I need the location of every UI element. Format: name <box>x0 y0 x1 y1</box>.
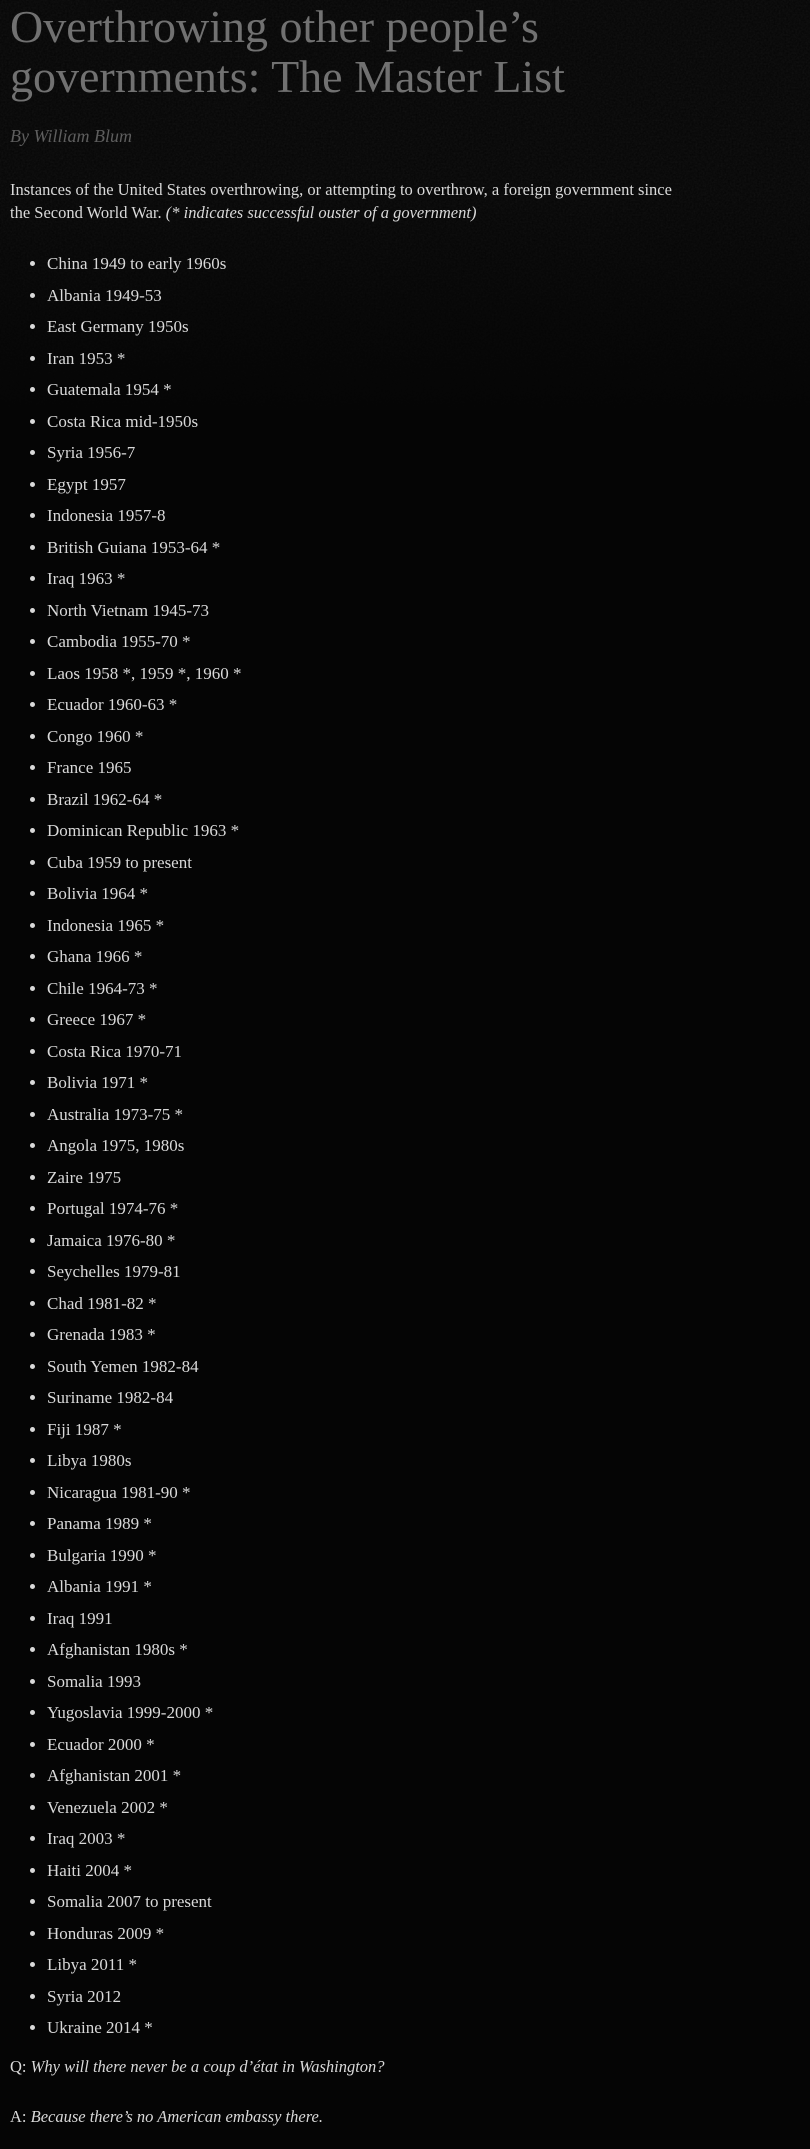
list-item: • Libya 1980s <box>47 1449 800 1472</box>
list-item: • Honduras 2009 * <box>47 1922 800 1945</box>
list-item: • Cambodia 1955-70 * <box>47 630 800 653</box>
list-item: • Yugoslavia 1999-2000 * <box>47 1701 800 1724</box>
list-item: • North Vietnam 1945-73 <box>47 599 800 622</box>
list-item: • Bolivia 1964 * <box>47 882 800 905</box>
intro-paragraph <box>10 178 800 224</box>
list-item: • South Yemen 1982-84 <box>47 1355 800 1378</box>
list-item: • Albania 1949-53 <box>47 284 800 307</box>
page-title-line-2: governments: The Master List <box>10 51 565 102</box>
question-prefix: Q: <box>10 2057 31 2076</box>
list-item: • Venezuela 2002 * <box>47 1796 800 1819</box>
list-item: • France 1965 <box>47 756 800 779</box>
list-item: • Somalia 1993 <box>47 1670 800 1693</box>
list-item: • Iraq 1963 * <box>47 567 800 590</box>
list-item: • Ghana 1966 * <box>47 945 800 968</box>
list-item: • Haiti 2004 * <box>47 1859 800 1882</box>
list-item: • Ecuador 1960-63 * <box>47 693 800 716</box>
list-item: • China 1949 to early 1960s <box>47 252 800 275</box>
intro-line-1: Instances of the United States overthrowing, or attempting to overthrow, a foreign government since <box>10 180 672 199</box>
list-item: • Syria 1956-7 <box>47 441 800 464</box>
list-item: • Costa Rica 1970-71 <box>47 1040 800 1063</box>
list-item: • Bolivia 1971 * <box>47 1071 800 1094</box>
list-item: • Nicaragua 1981-90 * <box>47 1481 800 1504</box>
list-item: • Brazil 1962-64 * <box>47 788 800 811</box>
list-item: • Chad 1981-82 * <box>47 1292 800 1315</box>
list-item: • Indonesia 1957-8 <box>47 504 800 527</box>
list-item: • Suriname 1982-84 <box>47 1386 800 1409</box>
list-item: • British Guiana 1953-64 * <box>47 536 800 559</box>
list-item: • East Germany 1950s <box>47 315 800 338</box>
list-item: • Somalia 2007 to present <box>47 1890 800 1913</box>
intro-line-2-text: the Second World War. <box>10 203 166 222</box>
list-item: • Libya 2011 * <box>47 1953 800 1976</box>
page-title-line-1: Overthrowing other people’s <box>10 1 539 52</box>
list-item: • Seychelles 1979-81 <box>47 1260 800 1283</box>
page-title <box>10 2 800 102</box>
list-item: • Dominican Republic 1963 * <box>47 819 800 842</box>
list-item: • Cuba 1959 to present <box>47 851 800 874</box>
list-item: • Portugal 1974-76 * <box>47 1197 800 1220</box>
list-item: • Jamaica 1976-80 * <box>47 1229 800 1252</box>
list-item: • Guatemala 1954 * <box>47 378 800 401</box>
intro-note: (* indicates successful ouster of a government) <box>165 203 477 222</box>
list-item: • Iran 1953 * <box>47 347 800 370</box>
intro-line-2 <box>10 201 800 224</box>
list-item: • Grenada 1983 * <box>47 1323 800 1346</box>
byline: By William Blum <box>10 126 132 146</box>
list-item: • Angola 1975, 1980s <box>47 1134 800 1157</box>
interventions-list <box>10 252 800 2039</box>
list-item: • Ecuador 2000 * <box>47 1733 800 1756</box>
list-item: • Laos 1958 *, 1959 *, 1960 * <box>47 662 800 685</box>
list-item: • Egypt 1957 <box>47 473 800 496</box>
list-item: • Afghanistan 2001 * <box>47 1764 800 1787</box>
list-item: • Syria 2012 <box>47 1985 800 2008</box>
list-item: • Greece 1967 * <box>47 1008 800 1031</box>
question-text: Why will there never be a coup d’état in Washington? <box>30 2057 385 2076</box>
list-item: • Iraq 1991 <box>47 1607 800 1630</box>
list-item: • Panama 1989 * <box>47 1512 800 1535</box>
list-item: • Costa Rica mid-1950s <box>47 410 800 433</box>
answer-prefix: A: <box>10 2107 31 2126</box>
list-item: • Indonesia 1965 * <box>47 914 800 937</box>
list-item: • Ukraine 2014 * <box>47 2016 800 2039</box>
qa-question <box>10 2055 800 2078</box>
list-item: • Zaire 1975 <box>47 1166 800 1189</box>
answer-text: Because there’s no American embassy there. <box>30 2107 323 2126</box>
list-item: • Australia 1973-75 * <box>47 1103 800 1126</box>
list-item: • Chile 1964-73 * <box>47 977 800 1000</box>
list-item: • Iraq 2003 * <box>47 1827 800 1850</box>
list-item: • Afghanistan 1980s * <box>47 1638 800 1661</box>
list-item: • Fiji 1987 * <box>47 1418 800 1441</box>
qa-answer <box>10 2105 800 2128</box>
list-item: • Albania 1991 * <box>47 1575 800 1598</box>
list-item: • Bulgaria 1990 * <box>47 1544 800 1567</box>
list-item: • Congo 1960 * <box>47 725 800 748</box>
